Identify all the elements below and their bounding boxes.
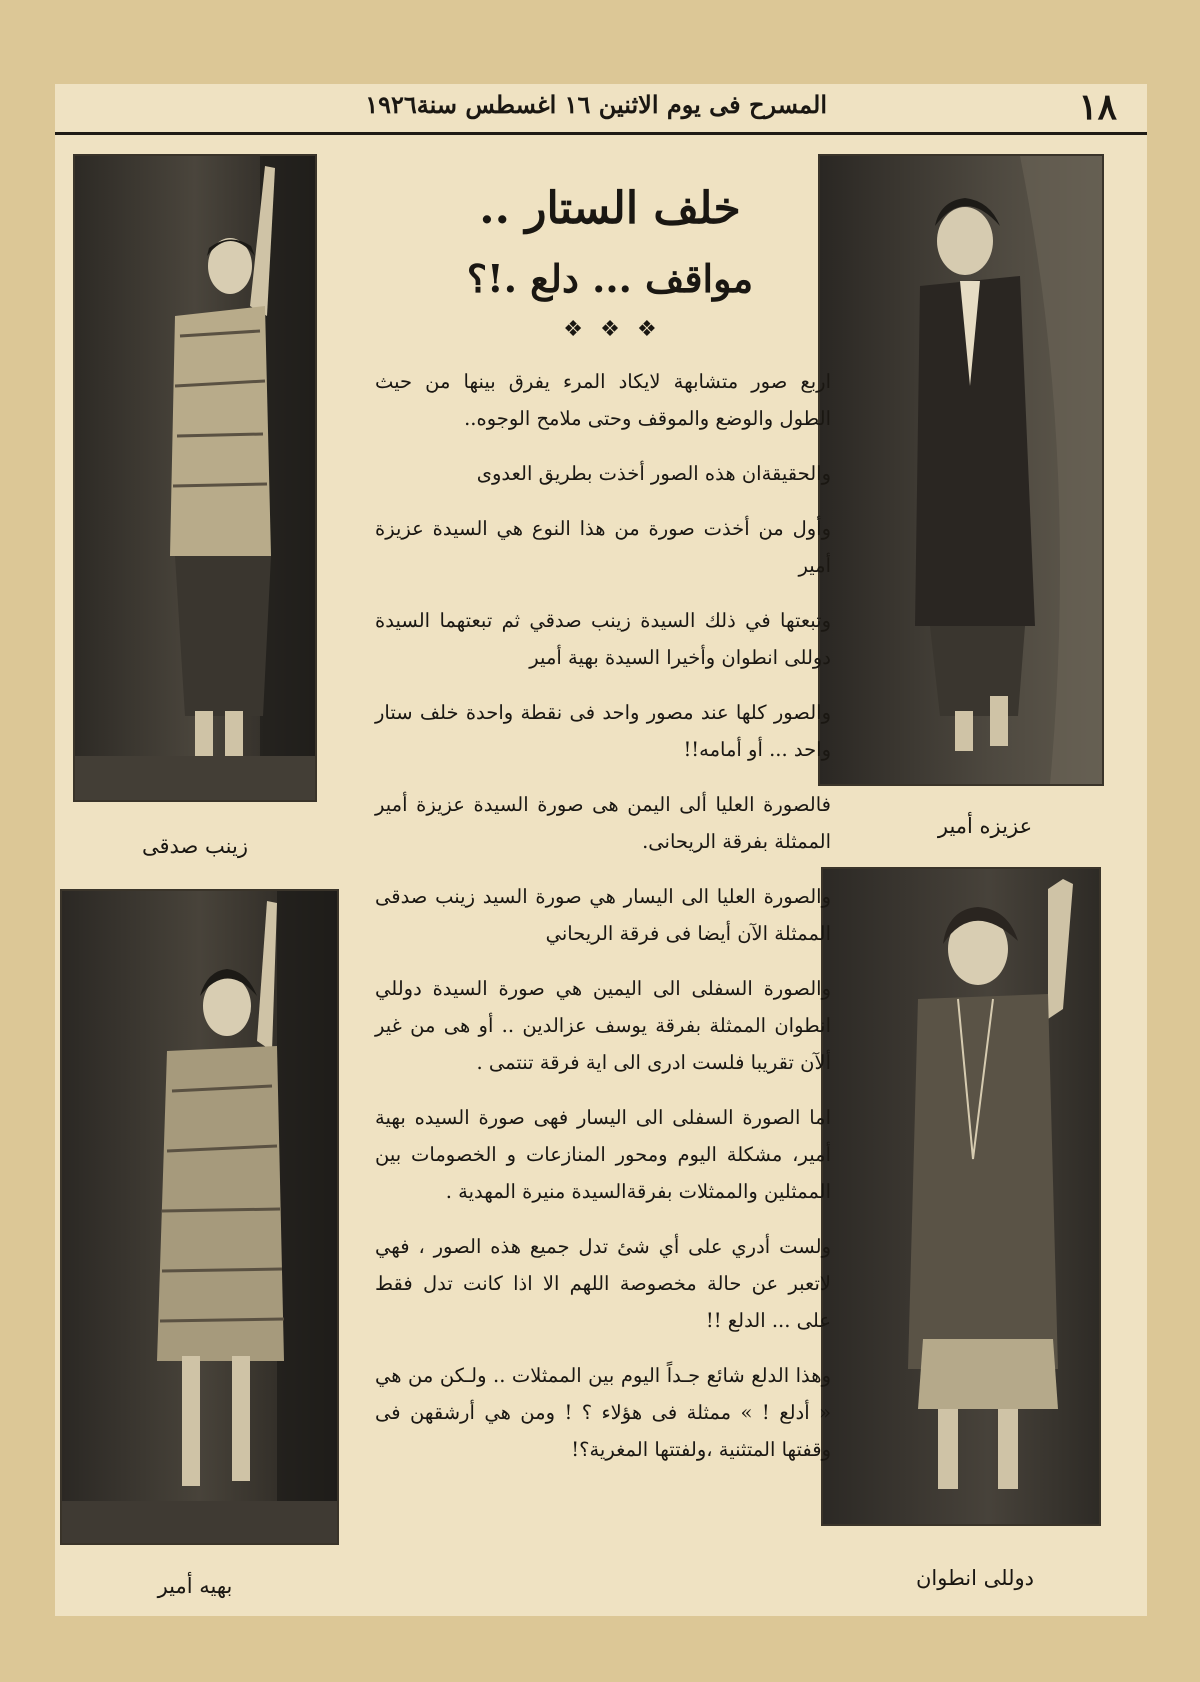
ornament-icon: ❖: [600, 317, 620, 342]
article-subtitle: مواقف ... دلع .!؟: [466, 256, 754, 301]
article-paragraph: اما الصورة السفلى الى اليسار فهى صورة السيده بهية أمير، مشكلة اليوم ومحور المنازعات و الخصومات بين الممثلين والممثلات بفرقةالسيدة منيرة المهدية .: [375, 1106, 831, 1203]
publication-line: المسرح فى يوم الاثنين ١٦ اغسطس سنة١٩٢٦: [365, 90, 827, 119]
article-paragraph: وهذا الدلع شائع جـداً اليوم بين الممثلات .. ولـكن من هي « أدلع ! » ممثلة فى هؤلاء ؟ ! ومن هي أرشقهن فى وقفتها المتثنية ،ولفتتها المغرية؟!: [375, 1364, 831, 1461]
portrait-image: [820, 156, 1102, 784]
photo-top-left: [73, 154, 317, 802]
ornament-icon: ❖: [563, 317, 584, 342]
caption-top-right: عزيزه أمير: [937, 814, 1033, 838]
portrait-image: [823, 869, 1099, 1524]
article-title: خلف الستار ..: [479, 183, 741, 234]
article-paragraph: والصورة السفلى الى اليمين هي صورة السيدة دوللي انطوان الممثلة بفرقة يوسف عزالدين .. أو هى من غير ألآن تقريبا فلست ادرى الى اية فرقة تنتمى .: [375, 977, 831, 1074]
article-paragraph: وأول من أخذت صورة من هذا النوع هي السيدة عزيزة أمير: [375, 517, 831, 577]
page-header: [55, 84, 1147, 130]
ornament-icon: ❖: [636, 317, 657, 342]
portrait-image: [62, 891, 337, 1543]
article-paragraph: وتبعتها في ذلك السيدة زينب صدقي ثم تبعتهما السيدة دوللى انطوان وأخيرا السيدة بهية أمير: [375, 609, 831, 669]
article-paragraph: والصورة العليا الى اليسار هي صورة السيد زينب صدقى الممثلة الآن أيضا فى فرقة الريحاني: [375, 885, 831, 945]
article-body: [375, 363, 845, 1468]
article-paragraph: فالصورة العليا ألى اليمن هى صورة السيدة عزيزة أمير الممثلة بفرقة الريحانى.: [375, 793, 831, 853]
caption-bottom-right: دوللى انطوان: [915, 1566, 1035, 1590]
article-paragraph: والحقيقةان هذه الصور أخذت بطريق العدوى: [476, 462, 831, 485]
article: [375, 179, 845, 1486]
portrait-image: [75, 156, 315, 800]
article-paragraph: اربع صور متشابهة لايكاد المرء يفرق بينها من حيث الطول والوضع والموقف وحتى ملامح الوجوه..: [375, 370, 831, 430]
article-paragraph: ولست أدري على أي شئ تدل جميع هذه الصور ، فهي لاتعبر عن حالة مخصوصة اللهم الا اذا كانت تدل فقط على ... الدلع !!: [375, 1235, 831, 1332]
magazine-page: [55, 84, 1147, 1616]
photo-bottom-left: [60, 889, 339, 1545]
ornament-divider: [375, 317, 845, 347]
caption-top-left: زينب صدقى: [141, 834, 248, 858]
article-paragraph: والصور كلها عند مصور واحد فى نقطة واحدة خلف ستار واحد ... أو أمامه!!: [375, 701, 831, 761]
header-rule: [55, 132, 1147, 135]
caption-bottom-left: بهيه أمير: [157, 1574, 233, 1598]
photo-bottom-right: [821, 867, 1101, 1526]
photo-top-right: [818, 154, 1104, 786]
page-number: ١٨: [1078, 86, 1117, 128]
